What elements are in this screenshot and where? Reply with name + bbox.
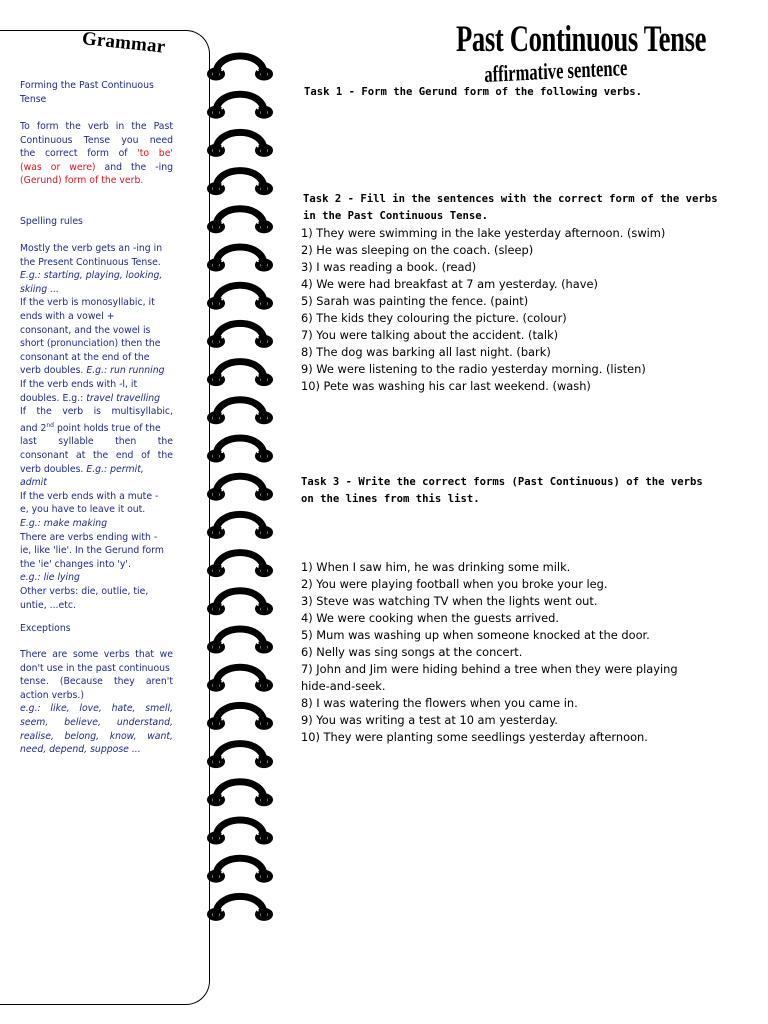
binding-ring	[207, 705, 273, 730]
task2-sentence-item: 8) The dog was barking all last night. (bark)	[301, 345, 551, 359]
task3-sentence-item: 4) We were cooking when the guests arrived.	[301, 611, 559, 625]
task3-sentence-item: 7) John and Jim were hiding behind a tree when they were playing	[301, 662, 678, 676]
sidebar-exceptions-text: There are some verbs that we don't use in the past continuous tense. (Because they aren't action verbs.) e.g.: like, love, hate, smell, seem, believe, understand, realise, belong, know, want, need, depend, suppose ...	[20, 649, 173, 756]
binding-ring	[207, 744, 273, 769]
sidebar-spelling-rules: Mostly the verb gets an -ing in the Present Continuous Tense. E.g.: starting, playing, looking, skiing ... If the verb is monosyllabic, it ends with a vowel + consonant, and the vowel is short (pronunciation) then the consonant at the end of the verb doubles. E.g.: run running If the verb ends with -l, it doubles. E.g.: travel travelling If the verb is multisyllabic, and 2nd point holds true of the last syllable then the consonant at the end of the verb doubles. E.g.: permit, admit If the verb ends with a mute - e, you have to leave it out. E.g.: make making There are verbs ending with - ie, like 'lie'. In the Gerund form the 'ie' changes into 'y'. e.g.: lie lying Other verbs: die, outlie, tie, untie, ...etc.	[20, 243, 173, 611]
binding-ring	[207, 629, 273, 654]
binding-ring	[207, 285, 273, 310]
binding-ring	[207, 209, 273, 234]
task2-sentence-item: 4) We were had breakfast at 7 am yesterday. (have)	[301, 277, 598, 291]
binding-ring	[207, 782, 273, 807]
binding-ring	[207, 171, 273, 196]
binding-ring	[207, 56, 273, 81]
task2-sentence-item: 10) Pete was washing his car last weekend. (wash)	[301, 379, 591, 393]
binding-ring	[207, 820, 273, 845]
task2-sentence-item: 1) They were swimming in the lake yesterday afternoon. (swim)	[301, 226, 666, 240]
task3-sentence-item: 2) You were playing football when you broke your leg.	[301, 577, 608, 591]
page-title: Past Continuous Tense	[456, 19, 707, 60]
task2-sentence-item: 7) You were talking about the accident. (talk)	[301, 328, 559, 342]
task3-sentence-item: 8) I was watering the flowers when you came in.	[301, 696, 578, 710]
binding-ring	[207, 553, 273, 578]
task2-sentence-item: 5) Sarah was painting the fence. (paint)	[301, 294, 529, 308]
binding-ring	[207, 438, 273, 463]
binding-ring	[207, 400, 273, 425]
binding-ring	[207, 362, 273, 387]
task3-sentence-item: 9) You was writing a test at 10 am yesterday.	[301, 713, 558, 727]
task3-sentence-item: 1) When I saw him, he was drinking some milk.	[301, 560, 571, 574]
grammar-title: Grammar	[80, 28, 167, 58]
binding-ring	[207, 476, 273, 501]
binding-ring	[207, 323, 273, 348]
binding-ring	[207, 94, 273, 119]
task3-instruction: Task 3 - Write the correct forms (Past Continuous) of the verbs on the lines from this list.	[301, 476, 703, 505]
binding-ring	[207, 896, 273, 921]
binding-ring	[207, 132, 273, 157]
task2-sentence-item: 6) The kids they colouring the picture. (colour)	[301, 311, 567, 325]
sidebar-heading-spelling: Spelling rules	[20, 216, 83, 227]
binding-ring	[207, 667, 273, 692]
task3-sentence-item: 10) They were planting some seedlings yesterday afternoon.	[301, 730, 648, 744]
task3-sentence-list	[301, 559, 731, 746]
binding-ring	[207, 514, 273, 539]
task3-sentence-item: hide-and-seek.	[301, 679, 386, 693]
task3-sentence-item: 5) Mum was washing up when someone knocked at the door.	[301, 628, 650, 642]
task2-sentence-list	[301, 225, 731, 395]
task1-instruction: Task 1 - Form the Gerund form of the following verbs.	[304, 86, 643, 98]
task2-sentence-item: 3) I was reading a book. (read)	[301, 260, 477, 274]
task3-sentence-item: 3) Steve was watching TV when the lights went out.	[301, 594, 598, 608]
sidebar-heading-exceptions: Exceptions	[20, 623, 71, 634]
task2-instruction: Task 2 - Fill in the sentences with the correct form of the verbs in the Past Continuous Tense.	[303, 193, 718, 222]
binding-ring	[207, 591, 273, 616]
task2-sentence-item: 9) We were listening to the radio yesterday morning. (listen)	[301, 362, 646, 376]
sidebar-heading-forming: Forming the Past Continuous Tense	[20, 80, 154, 105]
spiral-binding	[200, 44, 280, 924]
task3-sentence-item: 6) Nelly was sing songs at the concert.	[301, 645, 523, 659]
binding-ring	[207, 247, 273, 272]
task2-sentence-item: 2) He was sleeping on the coach. (sleep)	[301, 243, 534, 257]
binding-ring	[207, 858, 273, 883]
page-subtitle: affirmative sentence	[484, 55, 628, 87]
sidebar-forming-text: To form the verb in the Past Continuous Tense you need the correct form of 'to be' (was or were) and the -ing (Gerund) form of the verb.	[20, 121, 173, 187]
